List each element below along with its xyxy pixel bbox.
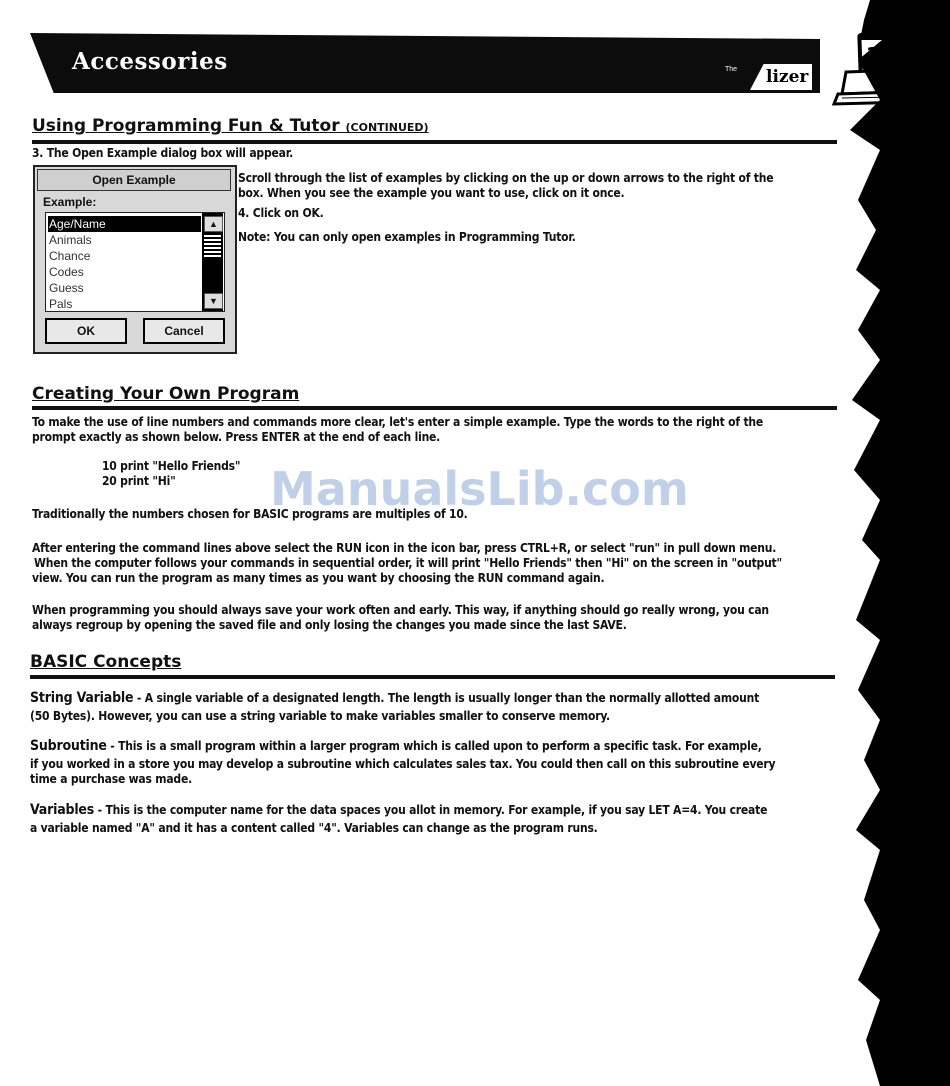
step-4: 4. Click on OK. — [238, 206, 324, 220]
list-item[interactable]: Pals — [49, 297, 73, 311]
divider — [32, 140, 837, 144]
list-item[interactable]: Codes — [49, 265, 84, 279]
heading-text: Using Programming Fun & Tutor — [32, 116, 340, 136]
scroll-up-icon[interactable]: ▲ — [204, 216, 223, 232]
list-item[interactable]: Animals — [49, 233, 92, 247]
definition-subroutine-cont-2: time a purchase was made. — [30, 772, 192, 786]
brand-logo-small-text: The — [725, 66, 738, 73]
scrollbar[interactable] — [202, 213, 223, 311]
step-3: 3. The Open Example dialog box will appear. — [32, 146, 294, 160]
run-line-2: When the computer follows your commands in sequential order, it will print "Hello Friends" then "Hi" on the screen in "output" — [34, 556, 782, 570]
definition-text: - This is a small program within a larger program which is called upon to perform a specific task. For example, — [106, 739, 762, 753]
code-line-2: 20 print "Hi" — [102, 474, 176, 488]
definition-variables-cont: a variable named "A" and it has a content called "4". Variables can change as the program runs. — [30, 821, 598, 835]
term: Subroutine — [30, 738, 107, 754]
definition-string-variable — [30, 690, 759, 706]
cancel-button[interactable]: Cancel — [143, 318, 225, 344]
ok-button[interactable]: OK — [45, 318, 127, 344]
page-edge-decoration — [840, 0, 950, 1086]
scroll-thumb[interactable] — [204, 235, 221, 257]
save-line-1: When programming you should always save your work often and early. This way, if anything should go really wrong, you can — [32, 603, 769, 617]
watermark: ManualsLib.com — [270, 462, 689, 516]
definition-text: - A single variable of a designated length. The length is usually longer than the normally allotted amount — [133, 691, 760, 705]
list-item[interactable]: Guess — [49, 281, 84, 295]
definition-variables — [30, 802, 767, 818]
paragraph-multiples: Traditionally the numbers chosen for BASIC programs are multiples of 10. — [32, 507, 468, 521]
brand-logo-text: lizer — [766, 67, 809, 87]
run-line-3: view. You can run the program as many times as you want by choosing the RUN command again. — [32, 571, 605, 585]
open-example-dialog — [33, 165, 237, 354]
list-item[interactable]: Age/Name — [48, 216, 201, 232]
definition-subroutine — [30, 738, 762, 754]
list-item[interactable]: Chance — [49, 249, 91, 263]
dialog-title: Open Example — [37, 169, 231, 191]
run-line-1: After entering the command lines above select the RUN icon in the icon bar, press CTRL+R, or select "run" in pull down menu. — [32, 541, 777, 555]
term: String Variable — [30, 690, 134, 706]
intro-line-2: prompt exactly as shown below. Press ENTER at the end of each line. — [32, 430, 441, 444]
example-label: Example: — [43, 195, 97, 209]
note: Note: You can only open examples in Programming Tutor. — [238, 230, 576, 244]
save-line-2: always regroup by opening the saved file and only losing the changes you made since the last SAVE. — [32, 618, 627, 632]
section-heading-programming-tutor — [32, 116, 429, 136]
scroll-down-icon[interactable]: ▼ — [204, 293, 223, 309]
intro-line-1: To make the use of line numbers and commands more clear, let's enter a simple example. Type the words to the right of the — [32, 415, 764, 429]
code-line-1: 10 print "Hello Friends" — [102, 459, 241, 473]
divider — [32, 406, 837, 410]
term: Variables — [30, 802, 95, 818]
definition-string-variable-cont: (50 Bytes). However, you can use a string variable to make variables smaller to conserve memory. — [30, 709, 610, 723]
definition-text: - This is the computer name for the data spaces you allot in memory. For example, if you say LET A=4. You create — [94, 803, 768, 817]
heading-continued: (CONTINUED) — [345, 121, 429, 134]
example-listbox[interactable] — [45, 212, 225, 312]
scroll-instructions-line-1: Scroll through the list of examples by clicking on the up or down arrows to the right of the — [238, 171, 774, 185]
section-title: Accessories — [72, 48, 228, 75]
scroll-instructions-line-2: box. When you see the example you want to use, click on it once. — [238, 186, 625, 200]
section-heading-basic-concepts: BASIC Concepts — [30, 652, 182, 672]
section-heading-create-program: Creating Your Own Program — [32, 384, 300, 404]
divider — [30, 675, 835, 679]
definition-subroutine-cont-1: if you worked in a store you may develop a subroutine which calculates sales tax. You could then call on this subroutine every — [30, 757, 776, 771]
